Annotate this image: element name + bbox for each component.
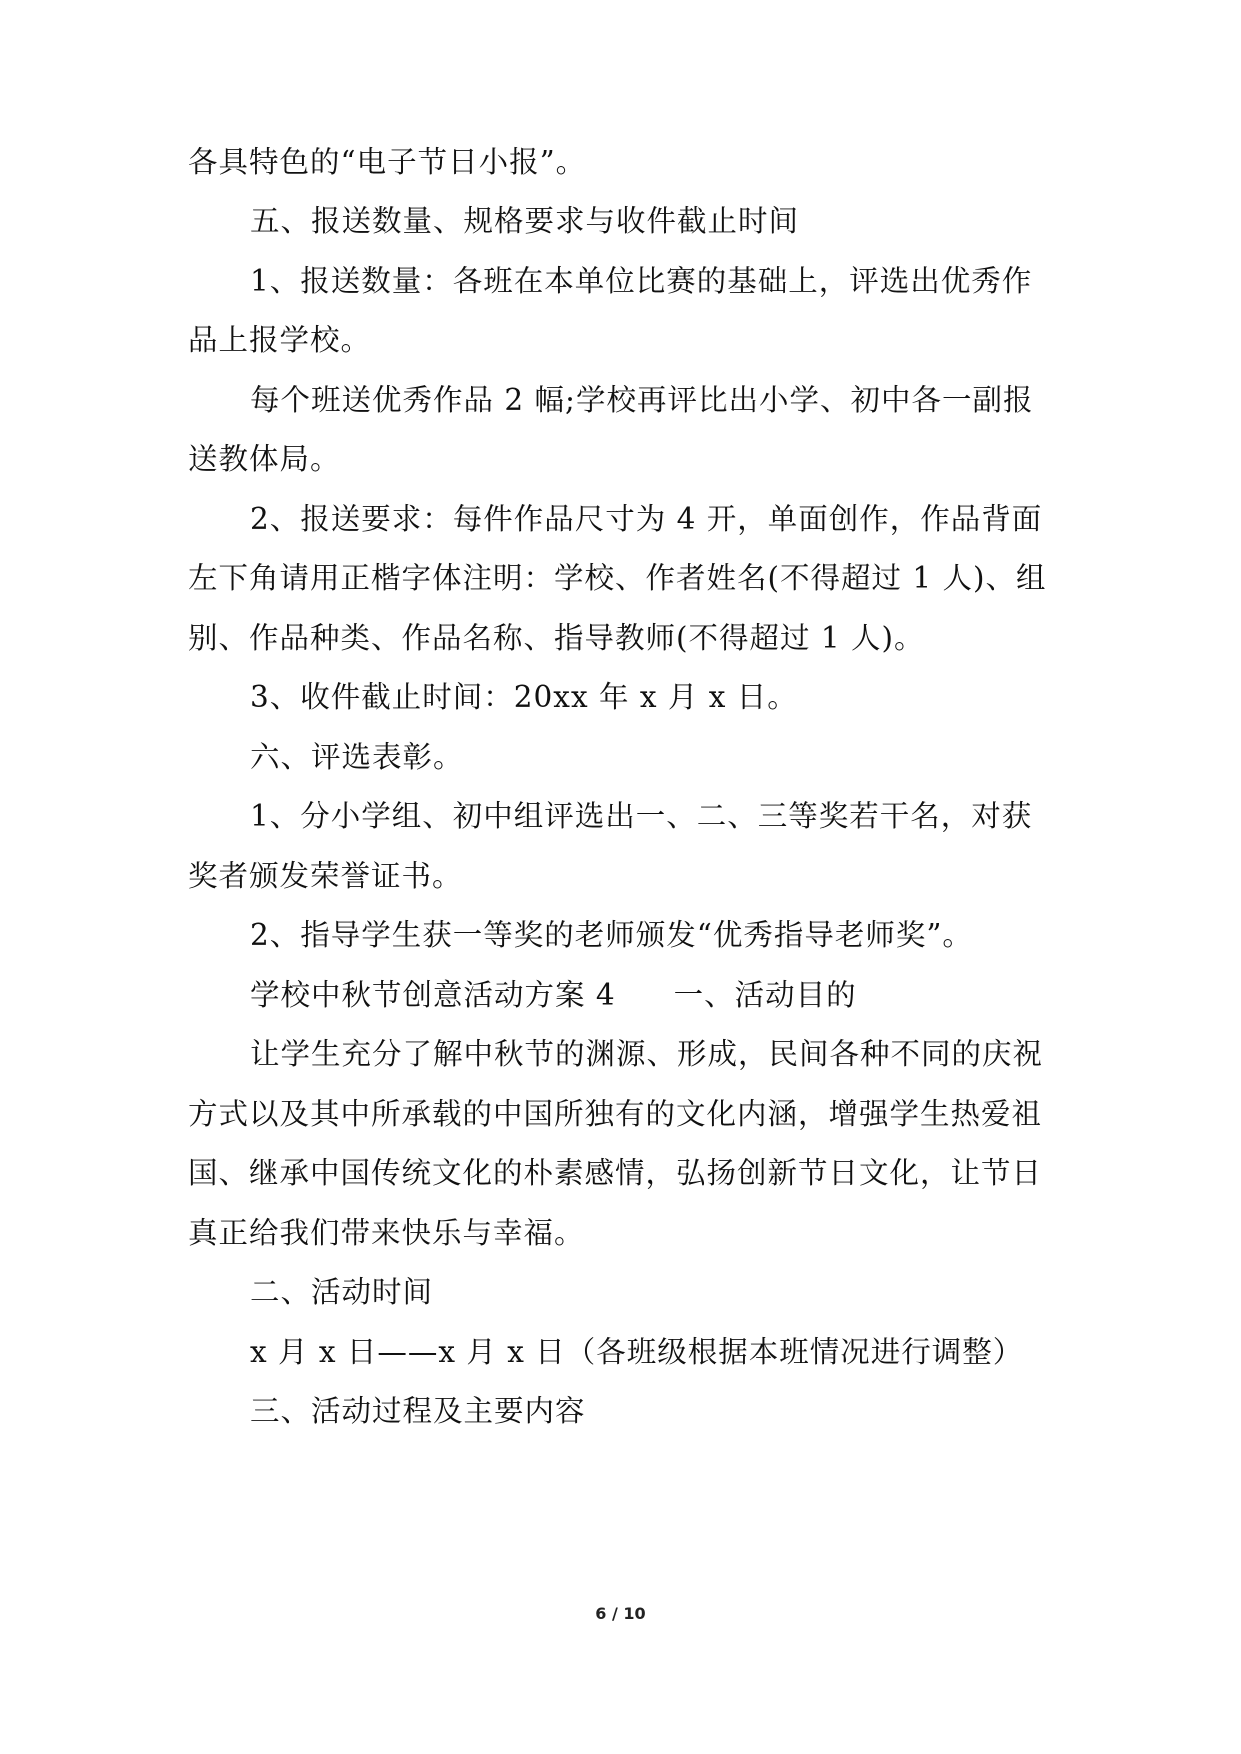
text-line: 别、作品种类、作品名称、指导教师(不得超过 1 人)。 (188, 621, 925, 655)
text-line: 送教体局。 (188, 442, 341, 476)
text-line: 奖者颁发荣誉证书。 (188, 859, 463, 893)
text-line: 各具特色的“电子节日小报”。 (188, 145, 587, 179)
section-heading: 五、报送数量、规格要求与收件截止时间 (250, 204, 800, 238)
text-line: 2、指导学生获一等奖的老师颁发“优秀指导老师奖”。 (250, 918, 973, 952)
section-heading: 三、活动过程及主要内容 (250, 1394, 586, 1428)
text-line: 1、分小学组、初中组评选出一、二、三等奖若干名，对获 (250, 799, 1033, 833)
text-line: 国、继承中国传统文化的朴素感情，弘扬创新节日文化，让节日 (188, 1156, 1043, 1190)
text-line: 品上报学校。 (188, 323, 372, 357)
section-heading: 二、活动时间 (250, 1275, 434, 1309)
text-line: 左下角请用正楷字体注明：学校、作者姓名(不得超过 1 人)、组 (188, 561, 1047, 595)
plan-title: 学校中秋节创意活动方案 4 (250, 978, 616, 1012)
text-line: 真正给我们带来快乐与幸福。 (188, 1216, 585, 1250)
text-line: x 月 x 日——x 月 x 日（各班级根据本班情况进行调整） (250, 1335, 1024, 1369)
page-number: 6 / 10 (595, 1604, 646, 1623)
section-heading: 一、活动目的 (673, 978, 857, 1012)
text-line: 2、报送要求：每件作品尺寸为 4 开，单面创作，作品背面 (250, 502, 1043, 536)
text-line: 方式以及其中所承载的中国所独有的文化内涵，增强学生热爱祖 (188, 1097, 1043, 1131)
text-line: 每个班送优秀作品 2 幅;学校再评比出小学、初中各一副报 (250, 383, 1034, 417)
text-line: 1、报送数量：各班在本单位比赛的基础上，评选出优秀作 (250, 264, 1033, 298)
text-line: 让学生充分了解中秋节的渊源、形成，民间各种不同的庆祝 (250, 1037, 1044, 1071)
plan-title-line (250, 975, 1120, 1015)
section-heading: 六、评选表彰。 (250, 740, 464, 774)
text-line: 3、收件截止时间：20xx 年 x 月 x 日。 (250, 680, 798, 714)
